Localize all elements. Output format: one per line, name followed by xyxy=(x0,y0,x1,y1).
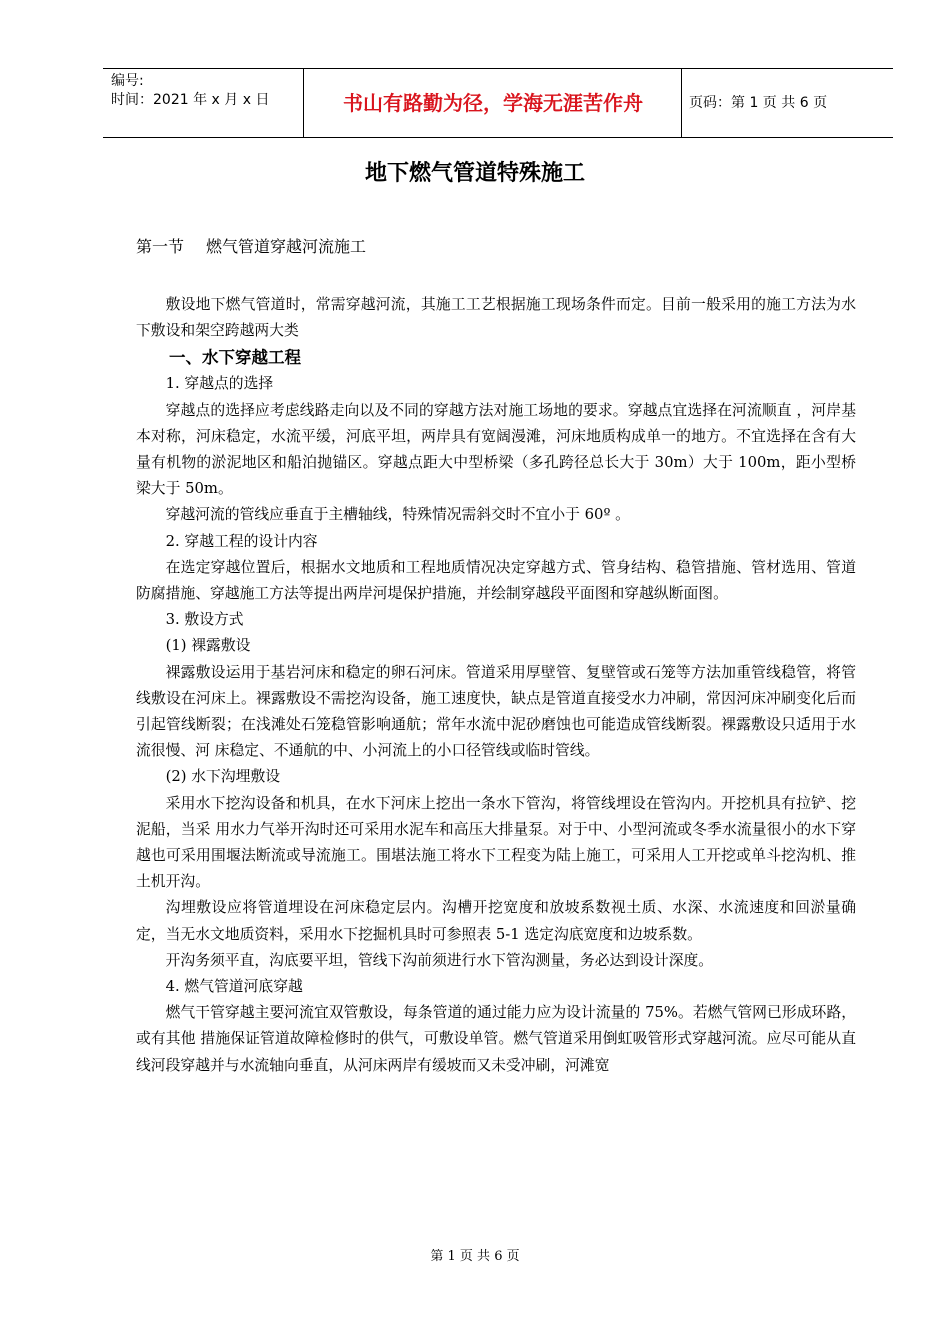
section-heading xyxy=(136,234,366,260)
paragraph-design-content: 在选定穿越位置后，根据水文地质和工程地质情况决定穿越方式、管身结构、稳管措施、管材选用、管道防腐措施、穿越施工方法等提出两岸河堤保护措施，并绘制穿越段平面图和穿越纵断面图。 xyxy=(136,558,856,603)
section-number: 第一节 xyxy=(136,237,185,256)
paragraph-trench-laying: 采用水下挖沟设备和机具，在水下河床上挖出一条水下管沟，将管线埋设在管沟内。开挖机具有拉铲、挖泥船，当采 用水力气举开沟时还可采用水泥车和高压大排量泵。对于中、小型河流或冬季水流量很小的水下穿越也可采用围堰法断流或导流施工。围堪法施工将水下工程变为陆上施工，可采用人工开挖或单斗挖沟机、推土机开沟。 xyxy=(136,794,856,891)
subheading-exposed-laying: (1) 裸露敷设 xyxy=(165,637,251,655)
header-meta xyxy=(111,72,301,110)
section-title: 燃气管道穿越河流施工 xyxy=(206,237,367,256)
document-body xyxy=(136,290,856,1079)
header-divider xyxy=(681,69,682,137)
paragraph-intro: 敷设地下燃气管道时，常需穿越河流，其施工工艺根据施工现场条件而定。目前一般采用的施工方法为水下敷设和架空跨越两大类 xyxy=(136,296,856,340)
date-label: 时间：2021 年 x 月 x 日 xyxy=(111,92,270,108)
subheading-design-content: 2. 穿越工程的设计内容 xyxy=(165,532,318,550)
page-header xyxy=(103,68,893,138)
subheading-laying-method: 3. 敷设方式 xyxy=(165,611,244,629)
paragraph-riverbed-crossing: 燃气干管穿越主要河流宜双管敷设，每条管道的通过能力应为设计流量的 75%。若燃气管网已形成环路，或有其他 措施保证管道故障检修时的供气，可敷设单管。燃气管道采用倒虹吸管形式穿越河流。应尽可能从直线河段穿越并与水流轴向垂直，从河床两岸有缓坡而又未受冲刷，河滩宽 xyxy=(136,1004,856,1074)
subheading-crossing-point: 1. 穿越点的选择 xyxy=(165,375,274,393)
paragraph-crossing-point: 穿越点的选择应考虑线路走向以及不同的穿越方法对施工场地的要求。穿越点宜选择在河流顺直 ，河岸基本对称，河床稳定，水流平缓，河底平坦，两岸具有宽阔漫滩，河床地质构成单一的地方。不宜选择在含有大量有机物的淤泥地区和船泊抛锚区。穿越点距大中型桥梁（多孔跨径总长大于 30m）大于 100m，距小型桥梁大于 50m。 xyxy=(136,401,856,498)
paragraph-trench-width: 沟埋敷设应将管道埋设在河床稳定层内。沟槽开挖宽度和放坡系数视土质、水深、水流速度和回淤量确定，当无水文地质资料，采用水下挖掘机具时可参照表 5-1 选定沟底宽度和边坡系数。 xyxy=(136,899,856,943)
page-footer: 第 1 页 共 6 页 xyxy=(430,1249,520,1264)
paragraph-perpendicular: 穿越河流的管线应垂直于主槽轴线，特殊情况需斜交时不宜小于 60º 。 xyxy=(165,506,630,524)
paragraph-trench-level: 开沟务须平直，沟底要平坦，管线下沟前须进行水下管沟测量，务必达到设计深度。 xyxy=(165,951,714,969)
header-divider xyxy=(303,69,304,137)
serial-number-label: 编号: xyxy=(111,73,144,89)
subheading-trench-laying: (2) 水下沟埋敷设 xyxy=(165,768,281,786)
document-title: 地下燃气管道特殊施工 xyxy=(364,161,585,186)
header-motto: 书山有路勤为径，学海无涯苦作舟 xyxy=(343,91,643,115)
subheading-riverbed-crossing: 4. 燃气管道河底穿越 xyxy=(165,978,303,996)
header-page-info: 页码：第 1 页 共 6 页 xyxy=(689,95,828,111)
paragraph-exposed-laying: 裸露敷设运用于基岩河床和稳定的卵石河床。管道采用厚壁管、复壁管或石笼等方法加重管线稳管，将管线敷设在河床上。裸露敷设不需挖沟设备，施工速度快，缺点是管道直接受水力冲刷，常因河床冲刷变化后而引起管线断裂；在浅滩处石笼稳管影响通航；常年水流中泥砂磨蚀也可能造成管线断裂。裸露敷设只适用于水流很慢、河 床稳定、不通航的中、小河流上的小口径管线或临时管线。 xyxy=(136,663,856,760)
heading-underwater-crossing: 一、水下穿越工程 xyxy=(169,348,301,368)
